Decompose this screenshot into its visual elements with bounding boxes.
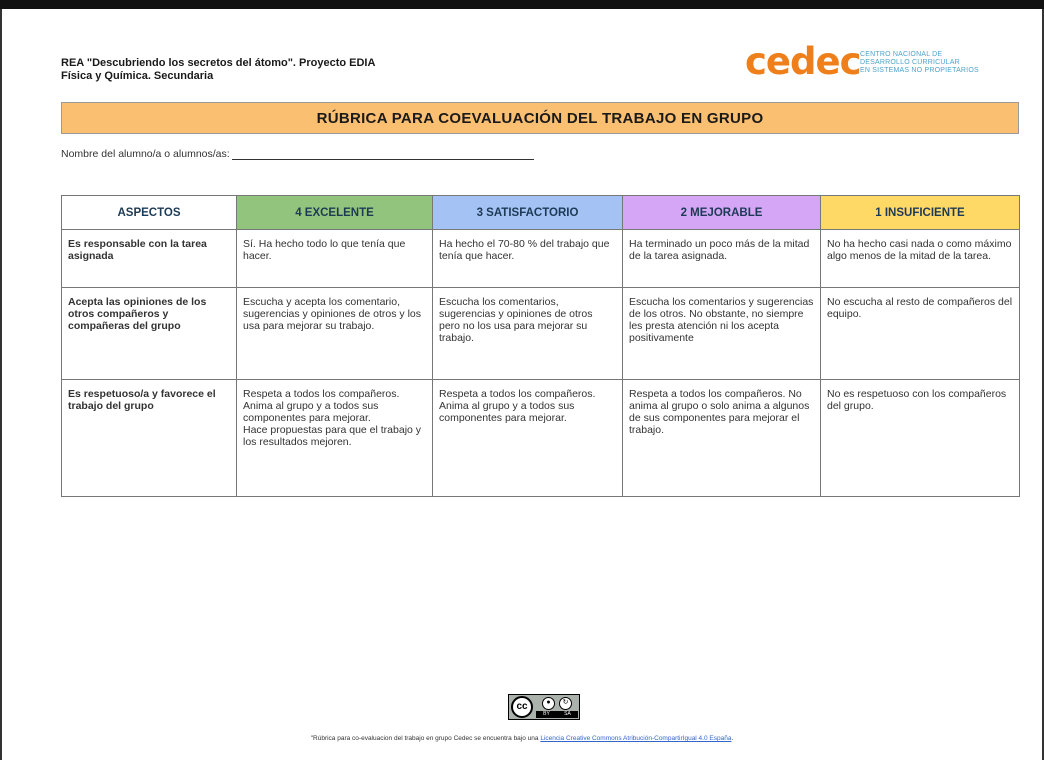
cedec-logo bbox=[745, 40, 985, 84]
logo-wordmark: cedec bbox=[745, 40, 861, 83]
license-footer bbox=[0, 735, 1044, 742]
table-cell: Escucha y acepta los comentario, sugerencias y opiniones de otros y los usa para mejorar su trabajo. bbox=[237, 288, 433, 380]
footer-end: . bbox=[731, 735, 734, 742]
document-header bbox=[61, 57, 375, 83]
table-cell: No ha hecho casi nada o como máximo algo menos de la mitad de la tarea. bbox=[821, 230, 1020, 288]
table-row bbox=[62, 288, 1020, 380]
cc-license-badge[interactable] bbox=[508, 694, 580, 720]
table-cell: Ha hecho el 70-80 % del trabajo que tenía que hacer. bbox=[433, 230, 623, 288]
student-name-blank bbox=[232, 148, 534, 160]
table-cell: No escucha al resto de compañeros del equipo. bbox=[821, 288, 1020, 380]
student-name-label: Nombre del alumno/a o alumnos/as: bbox=[61, 148, 230, 160]
table-header-row bbox=[62, 196, 1020, 230]
table-row bbox=[62, 230, 1020, 288]
top-border bbox=[0, 0, 1044, 9]
table-cell: Sí. Ha hecho todo lo que tenía que hacer. bbox=[237, 230, 433, 288]
header-title: REA "Descubriendo los secretos del átomo". Proyecto EDIA bbox=[61, 57, 376, 69]
left-border bbox=[0, 9, 2, 760]
header-excelente: 4 EXCELENTE bbox=[237, 196, 433, 230]
header-aspects: ASPECTOS bbox=[62, 196, 237, 230]
table-cell: Respeta a todos los compañeros. No anima al grupo o solo anima a algunos de sus componentes para mejorar el trabajo. bbox=[623, 380, 821, 497]
by-label: BY bbox=[543, 711, 550, 717]
sa-label: SA bbox=[564, 711, 571, 717]
license-link[interactable]: Licencia Creative Commons Atribución-CompartirIgual 4.0 España bbox=[540, 735, 732, 742]
table-cell: Escucha los comentarios, sugerencias y opiniones de otros pero no los usa para mejorar su trabajo. bbox=[433, 288, 623, 380]
aspect-cell: Acepta las opiniones de los otros compañeros y compañeras del grupo bbox=[62, 288, 237, 380]
aspect-cell: Es respetuoso/a y favorece el trabajo del grupo bbox=[62, 380, 237, 497]
header-mejorable: 2 MEJORABLE bbox=[623, 196, 821, 230]
cc-icon: cc bbox=[511, 696, 533, 718]
logo-tagline-line-2: DESARROLLO CURRICULAR bbox=[860, 59, 960, 66]
table-cell: Ha terminado un poco más de la mitad de la tarea asignada. bbox=[623, 230, 821, 288]
attribution-icon: ● bbox=[542, 697, 555, 710]
share-alike-icon: ↻ bbox=[559, 697, 572, 710]
rubric-table bbox=[61, 195, 1020, 497]
logo-tagline bbox=[860, 51, 979, 75]
rubric-title: RÚBRICA PARA COEVALUACIÓN DEL TRABAJO EN GRUPO bbox=[316, 109, 764, 127]
title-banner bbox=[61, 102, 1019, 134]
header-satisfactorio: 3 SATISFACTORIO bbox=[433, 196, 623, 230]
logo-tagline-line-3: EN SISTEMAS NO PROPIETARIOS bbox=[860, 67, 979, 74]
header-insuficiente: 1 INSUFICIENTE bbox=[821, 196, 1020, 230]
logo-tagline-line-1: CENTRO NACIONAL DE bbox=[860, 51, 943, 58]
aspect-cell: Es responsable con la tarea asignada bbox=[62, 230, 237, 288]
table-cell: Respeta a todos los compañeros. Anima al grupo y a todos sus componentes para mejorar. bbox=[433, 380, 623, 497]
table-row bbox=[62, 380, 1020, 497]
student-name-field bbox=[61, 148, 534, 160]
table-cell: Respeta a todos los compañeros. Anima al grupo y a todos sus componentes para mejorar. Hace propuestas para que el trabajo y los resultados mejoren. bbox=[237, 380, 433, 497]
header-subtitle: Física y Química. Secundaria bbox=[61, 70, 214, 82]
footer-text: "Rúbrica para co-evaluacion del trabajo en grupo Cedec se encuentra bajo una bbox=[310, 735, 541, 742]
table-cell: Escucha los comentarios y sugerencias de los otros. No obstante, no siempre les presta atención ni los acepta positivamente bbox=[623, 288, 821, 380]
table-cell: No es respetuoso con los compañeros del grupo. bbox=[821, 380, 1020, 497]
badge-strip bbox=[536, 711, 578, 718]
